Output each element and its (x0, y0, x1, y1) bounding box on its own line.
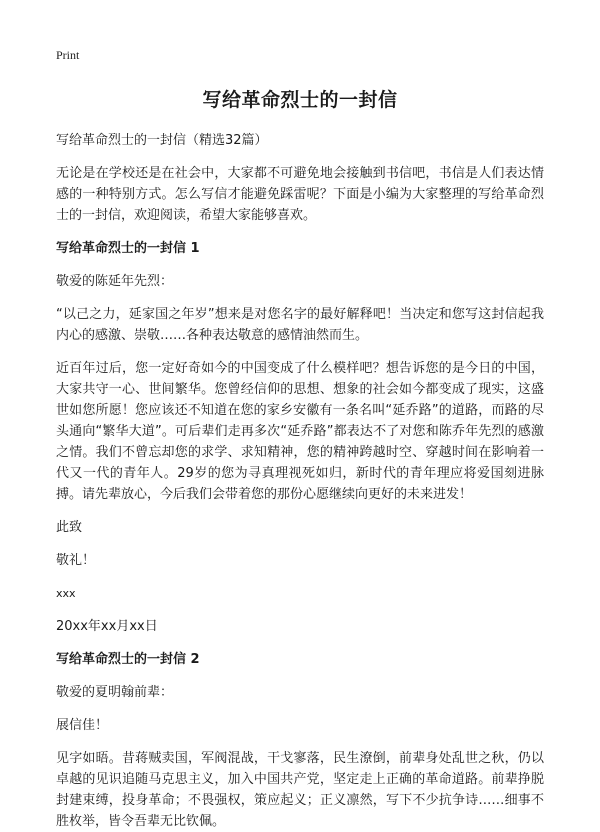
intro-paragraph: 无论是在学校还是在社会中，大家都不可避免地会接触到书信吧，书信是人们表达情感的一种特别方式。怎么写信才能避免踩雷呢？下面是小编为大家整理的写给革命烈士的一封信，欢迎阅读，希望大家能够喜欢。 (56, 166, 544, 223)
letter1-closing-1: 此致 (56, 520, 83, 535)
print-link[interactable]: Print (56, 48, 80, 62)
letter2-heading: 写给革命烈士的一封信 2 (56, 652, 200, 667)
document-subtitle: 写给革命烈士的一封信（精选32篇） (56, 133, 268, 148)
letter1-paragraph-1: “以己之力，延家国之年岁”想来是对您名字的最好解释吧！当决定和您写这封信起我内心的感激、崇敬……各种表达敬意的感情油然而生。 (56, 307, 544, 343)
letter1-salutation: 敬爱的陈延年先烈： (56, 274, 174, 289)
letter2-greeting: 展信佳！ (56, 718, 109, 733)
letter1-signature: xxx (56, 587, 76, 600)
letter1-paragraph-2: 近百年过后，您一定好奇如今的中国变成了什么模样吧？想告诉您的是今日的中国，大家共守一心、世间繁华。您曾经信仰的思想、想象的社会如今都变成了现实，这盛世如您所愿！您应该还不知道在您的家乡安徽有一条名叫“延乔路”的道路，而路的尽头通向“繁华大道”。可后辈们走再多次“延乔路”都表达不了对您和陈乔年先烈的感激之情。我们不曾忘却您的求学、求知精神，您的精神跨越时空、穿越时间在影响着一代又一代的青年人。29岁的您为寻真理视死如归，新时代的青年理应将爱国刻进脉搏。请先辈放心，今后我们会带着您的那份心愿继续向更好的未来进发！ (56, 361, 544, 502)
document-title: 写给革命烈士的一封信 (202, 89, 398, 111)
letter1-heading: 写给革命烈士的一封信 1 (56, 241, 200, 256)
letter1-date: 20xx年xx月xx日 (56, 619, 158, 634)
letter2-paragraph-1: 见字如晤。昔蒋贼卖国，军阀混战，干戈寥落，民生潦倒，前辈身处乱世之秋，仍以卓越的见识追随马克思主义，加入中国共产党，坚定走上正确的革命道路。前辈挣脱封建束缚，投身革命；不畏强权，策应起义；正义凛然，写下不少抗争诗……细事不胜枚举，皆令吾辈无比钦佩。 (56, 751, 544, 829)
letter2-salutation: 敬爱的夏明翰前辈： (56, 685, 174, 700)
letter1-closing-2: 敬礼！ (56, 553, 96, 568)
